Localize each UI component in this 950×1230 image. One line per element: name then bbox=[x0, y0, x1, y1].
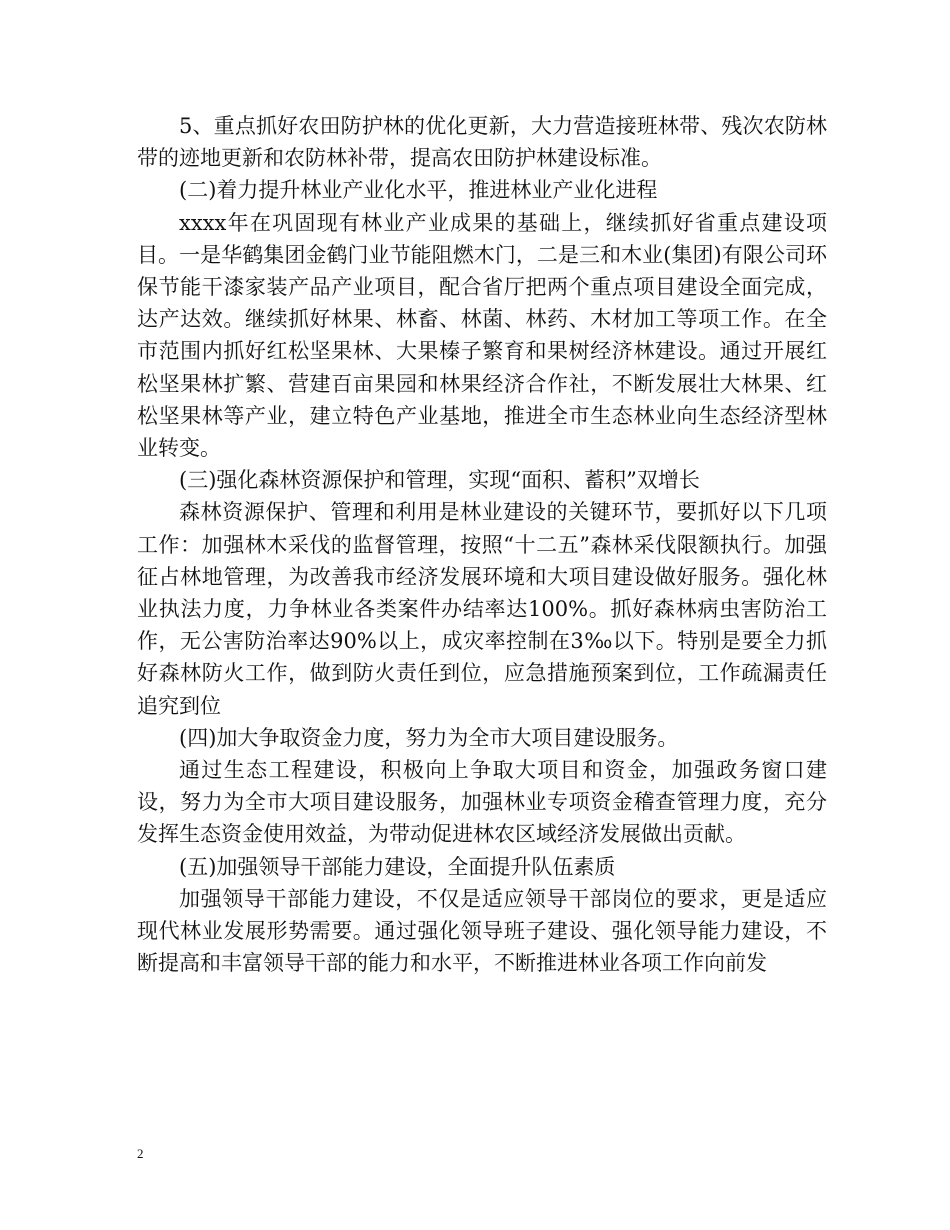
section-heading-2: (二)着力提升林业产业化水平，推进林业产业化进程 bbox=[179, 178, 658, 203]
section-heading-3: (三)强化森林资源保护和管理，实现“面积、蓄积”双增长 bbox=[179, 468, 700, 493]
paragraph-industry: xxxx年在巩固现有林业产业成果的基础上，继续抓好省重点建设项目。一是华鹤集团金鹤门业节能阻燃木门，二是三和木业(集团)有限公司环保节能干漆家装产品产业项目，配合省厅把两个重点项目建设全面完成，达产达效。继续抓好林果、林畜、林菌、林药、木材加工等项工作。在全市范围内抓好红松坚果林、大果榛子繁育和果树经济林建设。通过开展红松坚果林扩繁、营建百亩果园和林果经济合作社，不断发展壮大林果、红松坚果林等产业，建立特色产业基地，推进全市生态林业向生态经济型林业转变。 bbox=[137, 210, 827, 461]
document-body bbox=[137, 110, 827, 979]
paragraph-funding: 通过生态工程建设，积极向上争取大项目和资金，加强政务窗口建设，努力为全市大项目建设服务，加强林业专项资金稽查管理力度，充分发挥生态资金使用效益，为带动促进林农区域经济发展做出贡献。 bbox=[137, 758, 827, 847]
section-heading-4: (四)加大争取资金力度，努力为全市大项目建设服务。 bbox=[179, 725, 679, 750]
paragraph-resource-protection: 森林资源保护、管理和利用是林业建设的关键环节，要抓好以下几项工作：加强林木采伐的监督管理，按照“十二五”森林采伐限额执行。加强征占林地管理，为改善我市经济发展环境和大项目建设做好服务。强化林业执法力度，力争林业各类案件办结率达100%。抓好森林病虫害防治工作，无公害防治率达90%以上，成灾率控制在3‰以下。特别是要全力抓好森林防火工作，做到防火责任到位，应急措施预案到位，工作疏漏责任追究到位 bbox=[137, 500, 827, 718]
paragraph-leadership: 加强领导干部能力建设，不仅是适应领导干部岗位的要求，更是适应现代林业发展形势需要。通过强化领导班子建设、强化领导能力建设，不断提高和丰富领导干部的能力和水平，不断推进林业各项工作向前发 bbox=[137, 886, 827, 976]
section-heading-5: (五)加强领导干部能力建设，全面提升队伍素质 bbox=[179, 854, 616, 879]
paragraph-item-5: 5、重点抓好农田防护林的优化更新，大力营造接班林带、残次农防林带的迹地更新和农防林补带，提高农田防护林建设标准。 bbox=[137, 114, 827, 171]
page-number: 2 bbox=[137, 1146, 144, 1161]
